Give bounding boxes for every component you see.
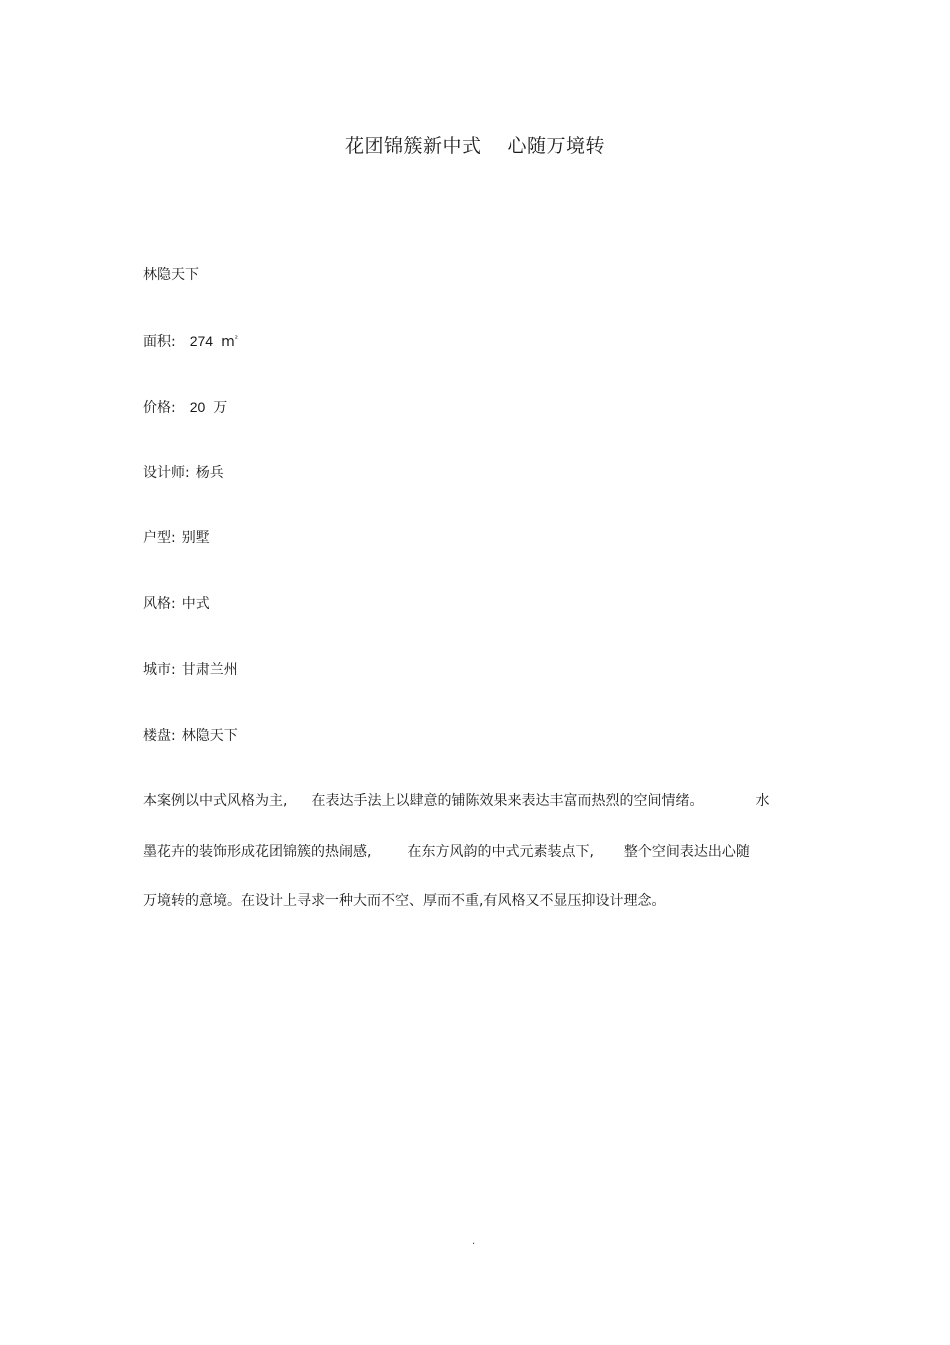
page-title (0, 131, 950, 158)
house-type-value: 别墅 (181, 530, 210, 546)
area-unit-base: m (221, 334, 235, 350)
price-unit: 万 (213, 400, 228, 416)
field-price (143, 397, 227, 418)
designer-label: 设计师: (143, 465, 190, 481)
style-label: 风格: (143, 596, 176, 612)
description-line-1-b: 在表达手法上以肆意的铺陈效果来表达丰富而热烈的空间情绪。 (311, 793, 704, 809)
description-line-1-c: 水 (755, 793, 770, 809)
description-line-2-a: 墨花卉的装饰形成花团锦簇的热闹感, (143, 844, 372, 860)
price-value: 20 (189, 399, 206, 415)
description-line-1 (143, 791, 813, 811)
project-name-text: 林隐天下 (143, 267, 199, 283)
price-label: 价格: (143, 400, 176, 416)
description-line-3 (143, 891, 813, 911)
area-unit-sup: ² (234, 334, 238, 343)
city-label: 城市: (143, 662, 176, 678)
estate-label: 楼盘: (143, 728, 176, 744)
field-house-type (143, 528, 210, 548)
title-part-1: 花团锦簇新中式 (344, 135, 482, 157)
field-designer (143, 463, 224, 483)
project-name (143, 265, 199, 285)
area-unit (221, 334, 238, 350)
title-part-2: 心随万境转 (507, 135, 606, 157)
field-city (143, 660, 238, 680)
house-type-label: 户型: (143, 530, 176, 546)
field-estate (143, 726, 238, 746)
field-area (143, 331, 238, 352)
area-label: 面积: (143, 334, 176, 350)
city-value: 甘肃兰州 (181, 662, 238, 678)
estate-value: 林隐天下 (181, 728, 238, 744)
description-line-2 (143, 842, 813, 862)
description-line-2-c: 整个空间表达出心随 (623, 844, 750, 860)
field-style (143, 594, 210, 614)
style-value: 中式 (181, 596, 210, 612)
designer-value: 杨兵 (195, 465, 224, 481)
description-line-1-a: 本案例以中式风格为主, (143, 793, 288, 809)
description-line-3-text: 万境转的意境。在设计上寻求一种大而不空、厚而不重,有风格又不显压抑设计理念。 (143, 893, 666, 909)
description-line-2-b: 在东方风韵的中式元素装点下, (407, 844, 594, 860)
footer-mark: . (472, 1236, 476, 1247)
area-value: 274 (189, 333, 214, 349)
